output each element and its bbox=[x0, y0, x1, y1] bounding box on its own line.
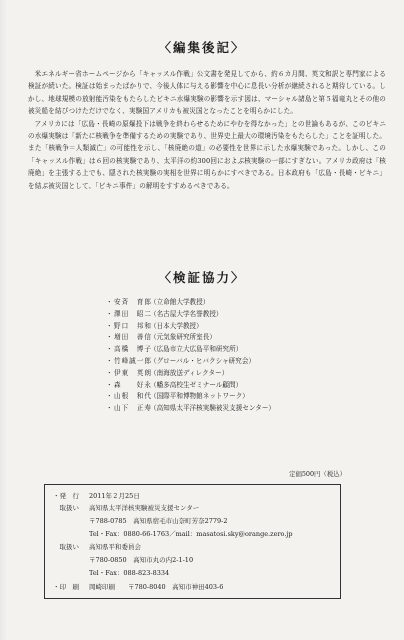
member-row bbox=[106, 380, 356, 392]
verification-member-list bbox=[106, 297, 356, 415]
colophon-text: 〒788-0785 高知県宿毛市山奈町芳奈2779-2 bbox=[89, 517, 228, 525]
member-affiliation: （広島市立大広島平和研究所） bbox=[150, 345, 243, 354]
member-row bbox=[106, 403, 356, 415]
bullet: ・ bbox=[106, 321, 113, 330]
member-affiliation: （幡多高校生ゼミナール顧問） bbox=[150, 380, 243, 389]
member-name: 増田 善信 bbox=[114, 333, 152, 342]
afterword-body bbox=[28, 68, 386, 192]
member-affiliation: （立命館大学教授） bbox=[150, 298, 210, 306]
colophon-row bbox=[53, 582, 223, 592]
bullet: ・ bbox=[106, 356, 113, 365]
bullet: ・ bbox=[106, 392, 113, 401]
colophon-label: 取扱い bbox=[53, 543, 79, 551]
member-row bbox=[106, 368, 356, 380]
colophon-row bbox=[53, 568, 169, 578]
bullet: ・ bbox=[106, 309, 113, 318]
colophon-text: 2011年２月25日 bbox=[89, 492, 140, 500]
afterword-paragraph-1: 米エネルギー省ホームページから「キャッスル作戦」公文書を発見してから、約６カ月間、英文和訳と専門家による検証が続いた。検証は始まったばかりで、今後人体に与える影響を中心に息長い分析が継続されると期待している。しかし、地球規模の放射能汚染をもたらしたビキニ水爆実験の影響を示す図は、マーシャル諸島と第５福竜丸とその他の被災船を結びつけただけでなく、実験国アメリカも被災国となったことを明らかにした。 bbox=[28, 70, 386, 116]
bullet: ・ bbox=[106, 404, 113, 413]
colophon-text: Tel・Fax：0880-66-1763／mail：masatosi.sky@orange.zero.jp bbox=[89, 530, 293, 538]
bullet: ・ bbox=[106, 368, 113, 377]
member-name: 竹峰誠一郎 bbox=[114, 356, 152, 365]
member-name: 澤田 昭二 bbox=[114, 309, 152, 318]
colophon-text: 岡崎印刷 〒780-8040 高知市神田403-6 bbox=[89, 583, 224, 591]
member-name: 野口 邦和 bbox=[114, 321, 152, 330]
member-affiliation: （名古屋大学名誉教授） bbox=[150, 309, 223, 318]
member-row bbox=[106, 356, 356, 368]
member-name: 森 好永 bbox=[114, 380, 152, 389]
member-row bbox=[106, 309, 356, 321]
colophon-text: 高知県太平洋核実験被災支援センター bbox=[89, 504, 200, 512]
colophon-text: Tel・Fax：088-823-8334 bbox=[89, 569, 170, 577]
member-name: 山根 和代 bbox=[114, 392, 152, 401]
colophon-label: ・発 行 bbox=[53, 492, 79, 500]
colophon-row bbox=[53, 529, 293, 539]
afterword-heading: 〈編集後記〉 bbox=[158, 40, 246, 55]
colophon-row bbox=[53, 516, 228, 526]
colophon-row bbox=[53, 555, 193, 565]
colophon-row bbox=[53, 491, 140, 501]
member-affiliation: （南海放送ディレクター） bbox=[150, 368, 229, 377]
member-row bbox=[106, 297, 356, 309]
member-name: 山下 正寿 bbox=[114, 404, 152, 413]
member-affiliation: （元気象研究所室長） bbox=[150, 333, 216, 342]
price-label: 定価500円（税込） bbox=[289, 470, 346, 478]
member-name: 高橋 博子 bbox=[114, 345, 152, 354]
colophon-row bbox=[53, 542, 141, 552]
member-row bbox=[106, 391, 356, 403]
colophon-text: 高知県平和委員会 bbox=[89, 543, 141, 551]
member-row bbox=[106, 321, 356, 333]
member-row bbox=[106, 344, 356, 356]
member-row bbox=[106, 332, 356, 344]
colophon-label: ・印 刷 bbox=[53, 583, 79, 591]
colophon-box bbox=[44, 484, 341, 599]
member-name: 安斉 育郎 bbox=[114, 298, 152, 306]
colophon-label: 取扱い bbox=[53, 504, 79, 512]
colophon-row bbox=[53, 503, 199, 513]
bullet: ・ bbox=[106, 333, 113, 342]
verification-heading: 〈検証協力〉 bbox=[158, 270, 246, 285]
member-affiliation: （国際平和博物館ネットワーク） bbox=[150, 392, 249, 401]
member-name: 伊東 英朗 bbox=[114, 368, 152, 377]
bullet: ・ bbox=[106, 345, 113, 354]
member-affiliation: （高知県太平洋核実験被災支援センター） bbox=[150, 404, 276, 413]
colophon-text: 〒780-0850 高知市丸の内2-1-10 bbox=[89, 556, 194, 564]
bullet: ・ bbox=[106, 380, 113, 389]
afterword-paragraph-2: アメリカには「広島・長崎の原爆投下は戦争を終わらせるためにやむを得なかった」との世論もあるが、このビキニの水爆実験は「新たに核戦争を準備するための実験であり、世界史上最大の環境汚染をもたらした」ことを証明した。また「核戦争＝人類滅亡」の可能性を示し、「核廃絶の道」の必要性を世界に示した水爆実験であった。しかし、この「キャッスル作戦」は６回の核実験であり、太平洋の約300回におよぶ核実験の一部にすぎない。アメリカ政府は「核廃絶」を主張する上でも、隠された核実験の実相を世界に明らかにすべきである。日本政府も「広島・長崎・ビキニ」を結ぶ被災国として、「ビキニ事件」の解明をすすめるべきである。 bbox=[28, 119, 386, 190]
member-affiliation: （グローバル・ヒバクシャ研究会） bbox=[150, 356, 256, 365]
member-affiliation: （日本大学教授） bbox=[150, 321, 203, 330]
bullet: ・ bbox=[106, 298, 113, 306]
